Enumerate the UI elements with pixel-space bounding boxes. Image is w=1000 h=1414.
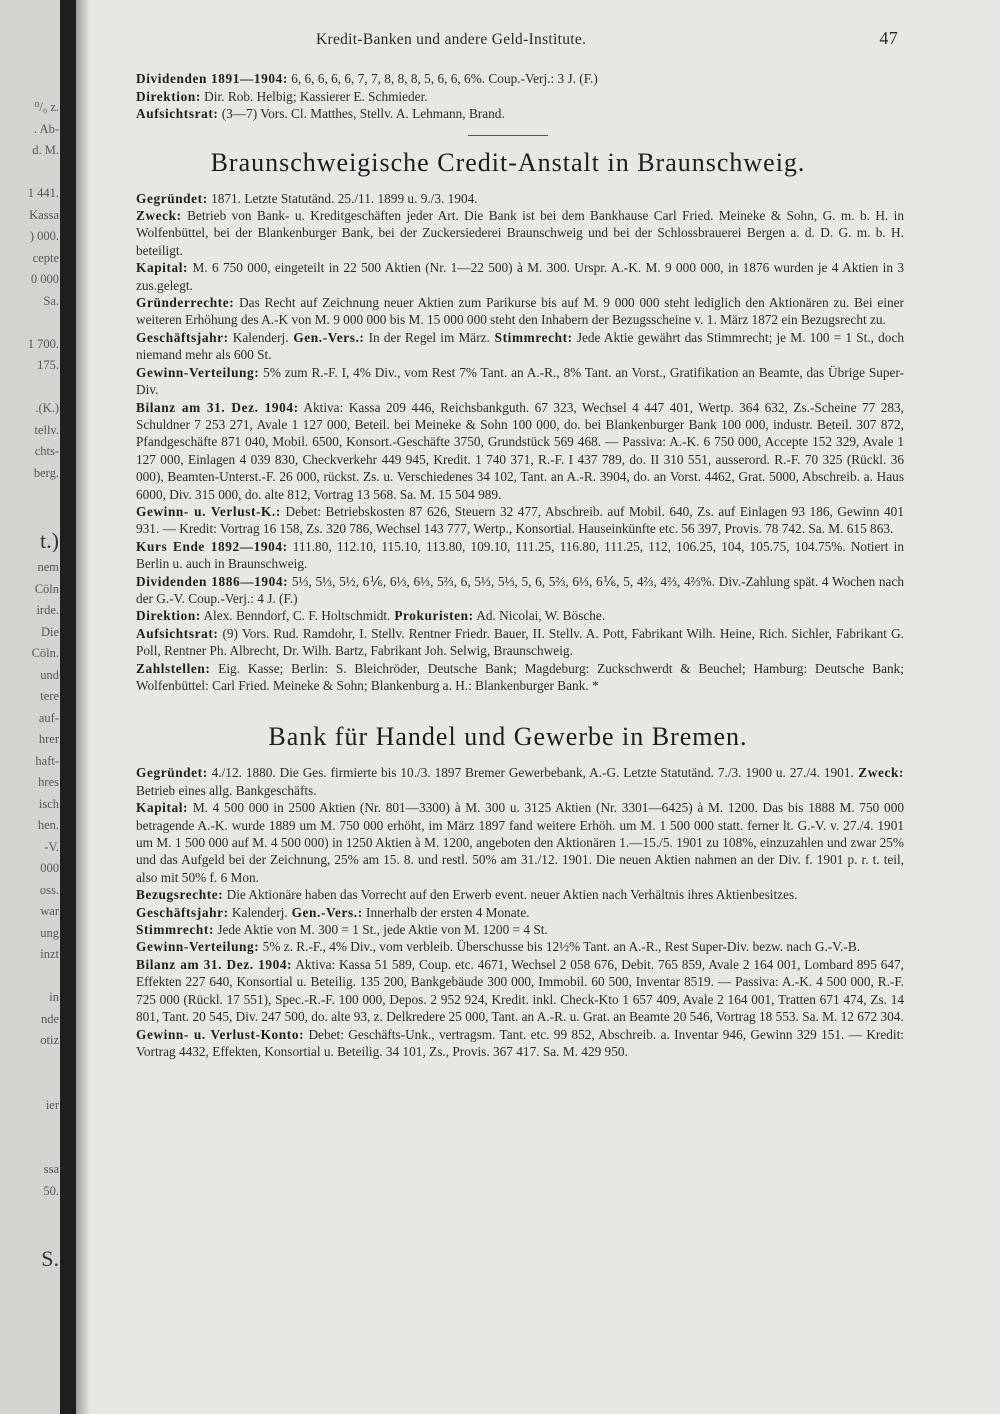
entry-label: Geschäftsjahr: [136, 904, 229, 920]
entry-paragraph [136, 764, 904, 799]
entry-text: (9) Vors. Rud. Ramdohr, I. Stellv. Rentner Friedr. Bauer, II. Stellv. A. Pott, Fabrikant Wilh. Heine, Rich. Sichler, Fabrikant G. Poll, Rentner Ph. Albrecht, Dr. Wilh. Bartz, Fabrikant Joh. Selwig, Braunschweig. [136, 625, 904, 659]
entry-text: Aktiva: Kassa 209 446, Reichsbankguth. 67 323, Wechsel 4 447 401, Wertp. 364 632, Zs.-Scheine 77 283, Schuldner 7 253 271, Avale 1 127 000, Beteil. bei Meineke & Sohn 100 000, do. bei Blankenburger Bank 100 000, industr. Beteil. 307 872, Pfandgeschäfte 871 040, Mobil. 6500, Konsort.-Geschäfte 3750, Grundstück 569 468. — Passiva: A.-K. 6 750 000, Accepte 152 329, Avale 1 127 000, Einlagen 4 039 830, Checkverkehr 449 945, Kredit. 1 740 371, R.-F. I 437 789, do. II 310 551, ausserord. R.-F. 70 325 (Rückl. 36 000), Beamten-Unterst.-F. 26 000, rückst. Zs. u. Verschiedenes 34 102, Tant. an A.-R. 3904, do. an Vorst. 4462, Grat. 5000, Abschreib. a. Haus 6000, Div. 315 000, do. alte 812, Vortrag 13 568. Sa. M. 15 504 989. [136, 399, 905, 502]
margin-fragment: und [40, 667, 59, 682]
entry-text: Das Recht auf Zeichnung neuer Aktien zum Parikurse bis auf M. 9 000 000 steht lediglich den Aktionären zu. Bei einer weiteren Erhöhung des A.-K von M. 9 000 000 bis M. 15 000 000 steht den Inhabern der Bezugsscheine v. 1. März 1872 ein Bezugsrecht zu. [136, 295, 904, 328]
entry-label: Direktion: [136, 88, 201, 104]
margin-fragment: auf- [38, 710, 59, 725]
entry-label: Zweck: [136, 208, 182, 224]
entry-text: Aktiva: Kassa 51 589, Coup. etc. 4671, Wechsel 2 058 676, Debit. 765 859, Avale 2 164 001, Lombard 895 647, Effekten 227 640, Konsortial u. Beteilig. 135 200, Bankgebäude 300 000, Immobil. 60 500, Inventar 8519. — Passiva: A.-K. 4 500 000, R.-F. 725 000 (Rückl. 17 551), Spec.-R.-F. 100 000, Depos. 2 952 924, Kredit. inkl. Check-Kto 1 657 409, Avale 2 164 001, Tratten 671 474, Zs. 14 801, Tant. 20 545, Div. 247 500, do. alte 93, z. Delkredere 25 000, Tant. an A.-R. u. Grat. an Beamte 20 546, Vortrag 18 553. Sa. M. 12 672 304. [136, 956, 904, 1025]
margin-fragment: Cöln. [31, 646, 59, 660]
margin-fragment: S. [41, 1248, 59, 1270]
margin-fragment: ) 000. [29, 229, 59, 243]
entry-text: Alex. Benndorf, C. F. Holtschmidt. [200, 608, 391, 624]
entry-label: Dividenden 1891—1904: [136, 71, 288, 87]
page-gutter [60, 0, 76, 1414]
entry-paragraph [136, 799, 904, 886]
entry-text: Betrieb von Bank- u. Kreditgeschäften jeder Art. Die Bank ist bei dem Bankhause Carl Fried. Meineke & Sohn, G. m. b. H. in Wolfenbüttel, bei der Blankenburger Bank, bei der Zuckersiederei Braunschweig und bei der Schlossbrauerei Bergen a. d. D. G. m. b. H. beteiligt. [136, 208, 904, 258]
entry-label: Gründerrechte: [136, 295, 235, 311]
margin-fragment: irde. [36, 603, 59, 617]
entry-paragraph [136, 105, 904, 122]
entry-label: Gewinn-Verteilung: [136, 364, 260, 380]
entry-text: Jede Aktie von M. 300 = 1 St., jede Aktie von M. 1200 = 4 St. [214, 922, 548, 938]
margin-fragment: 1 441. [27, 186, 59, 200]
entry-label: Stimmrecht: [136, 922, 214, 938]
margin-fragment: oss. [39, 882, 59, 897]
margin-fragment: 000 [40, 861, 59, 875]
entry-label: Bilanz am 31. Dez. 1904: [136, 399, 299, 415]
entry-label: Aufsichtsrat: [136, 106, 219, 122]
margin-fragment: 0 000 [30, 272, 59, 286]
margin-fragment: in [49, 990, 59, 1004]
margin-fragment: haft- [35, 753, 59, 768]
entry-label: Bezugsrechte: [136, 887, 224, 903]
margin-fragment: otiz [40, 1033, 59, 1047]
margin-fragment: ung [40, 925, 59, 940]
entry-label: Gen.-Vers.: [287, 904, 363, 920]
entry-paragraph [136, 207, 904, 259]
entry-text: 6, 6, 6, 6, 6, 7, 7, 8, 8, 8, 5, 6, 6, 6%. Coup.-Verj.: 3 J. (F.) [287, 71, 598, 87]
entry-text: 1871. Letzte Statutänd. 25./11. 1899 u. 9./3. 1904. [207, 190, 478, 206]
margin-fragment: hen. [37, 818, 59, 832]
entry-paragraph [136, 886, 904, 903]
entry-text: 4./12. 1880. Die Ges. firmierte bis 10./3. 1897 Bremer Gewerbebank, A.-G. Letzte Statutänd. 7./3. 1900 u. 27./4. 1901. [207, 765, 854, 781]
margin-fragment: Sa. [43, 293, 59, 308]
margin-fragment: cepte [32, 250, 59, 265]
entry-paragraph [136, 329, 904, 364]
entry-label: Dividenden 1886—1904: [136, 573, 289, 589]
entry-text: 111.80, 112.10, 115.10, 113.80, 109.10, 111.25, 116.80, 111.25, 112, 106.25, 104, 105.75, 104.75%. Notiert in Berlin u. auch in Braunschweig. [136, 538, 904, 572]
margin-fragment: war [40, 904, 59, 918]
entry-text: Jede Aktie gewährt das Stimmrecht; je M. 100 = 1 St., doch niemand mehr als 600 St. [136, 329, 904, 363]
entry-label: Direktion: [136, 608, 201, 624]
margin-fragment: nde [40, 1011, 59, 1026]
entry-paragraph [136, 956, 904, 1026]
margin-fragment: berg. [33, 465, 59, 480]
entry-text: 5⅓, 5⅓, 5½, 6⅙, 6⅓, 6⅓, 5⅔, 6, 5⅓, 5⅓, 5, 6, 5⅔, 6⅓, 6⅙, 5, 4⅔, 4⅔, 4⅔%. Div.-Zahlung spät. 4 Wochen nach der G.-V. Coup.-Verj.: 4 J. (F.) [136, 573, 904, 606]
entry-paragraph [136, 88, 904, 105]
entry-label: Gewinn-Verteilung: [136, 939, 260, 955]
entry-text: M. 6 750 000, eingeteilt in 22 500 Aktien (Nr. 1—22 500) à M. 300. Urspr. A.-K. M. 9 000 000, in 1876 wurden je 4 Aktien in 3 zus.gelegt. [136, 260, 904, 293]
entry-text: Kalenderj. [228, 329, 289, 345]
entry-label: Bilanz am 31. Dez. 1904: [136, 956, 293, 972]
entry-text: Innerhalb der ersten 4 Monate. [362, 904, 530, 920]
entry-text: Kalenderj. [228, 904, 288, 920]
margin-fragment: d. M. [32, 143, 59, 157]
margin-fragment: isch [38, 796, 59, 811]
entry-paragraph [136, 1026, 904, 1061]
page-body [112, 30, 904, 1060]
margin-fragment: t.) [40, 530, 59, 552]
page-number: 47 [879, 28, 898, 48]
entry-label: Aufsichtsrat: [136, 625, 219, 641]
margin-fragment: nem [37, 560, 59, 574]
margin-fragment: . Ab- [34, 121, 59, 136]
section-body-bremen [112, 764, 904, 1060]
margin-fragment: -V. [44, 839, 59, 854]
entry-label: Zweck: [853, 765, 904, 781]
previous-entry-tail [112, 70, 904, 122]
entry-label: Gegründet: [136, 765, 208, 781]
entry-text: Debet: Geschäfts-Unk., vertragsm. Tant. etc. 99 852, Abschreib. a. Inventar 946, Gewinn 329 151. — Kredit: Vortrag 4432, Effekten, Konsortial u. Beteilig. 34 101, Zs., Provis. 367 417. Sa. M. 429 950. [136, 1026, 904, 1059]
entry-label: Geschäftsjahr: [136, 329, 229, 345]
entry-text: M. 4 500 000 in 2500 Aktien (Nr. 801—3300) à M. 300 u. 3125 Aktien (Nr. 3301—6425) à M. 1200. Das bis 1888 M. 750 000 betragende A.-K. wurde 1889 um M. 750 000 erhöht, im März 1897 fand weitere Erhöh. um M. 1 500 000 statt. ferner lt. G.-V. v. 27./4. 1901 um M. 1 500 000 auf M. 4 500 000) in 1250 Aktien à M. 1200, angeboten den Aktionären 1.—15./5. 1901 zu 108%, einzuzahlen und zwar 25% und das Aufgeld bei der Zeichnung, 25% am 15. 8. und restl. 50% am 31./12. 1901. Die neuen Aktien nahmen an der Div. f. 1901 p. r. t. teil, also mit 50% f. 6 Mon. [136, 800, 904, 885]
entry-text: Dir. Rob. Helbig; Kassierer E. Schmieder. [200, 88, 428, 104]
entry-paragraph [136, 190, 904, 207]
gutter-shadow [76, 0, 90, 1414]
entry-text: Ad. Nicolai, W. Bösche. [473, 608, 606, 624]
margin-fragment: chts- [34, 444, 59, 458]
margin-fragment: tellv. [34, 422, 59, 437]
entry-label: Gewinn- u. Verlust-Konto: [136, 1026, 305, 1042]
section-body-braunschweig [112, 190, 904, 695]
margin-fragment: .(K.) [35, 401, 59, 415]
margin-fragment: Die [40, 624, 59, 639]
margin-fragment: hrer [38, 732, 59, 746]
margin-fragment: Cöln [34, 581, 59, 596]
entry-paragraph [136, 573, 904, 608]
section-divider [468, 135, 548, 136]
entry-text: In der Regel im März. [364, 329, 490, 345]
margin-fragment: inzt [40, 947, 59, 961]
margin-fragment: 175. [37, 358, 59, 372]
entry-text: 5% zum R.-F. I, 4% Div., vom Rest 7% Tant. an A.-R., 8% Tant. an Vorst., Gratifikation an Beamte, das Übrige Super-Div. [136, 364, 904, 398]
entry-paragraph [136, 364, 904, 399]
margin-fragment: 50. [43, 1183, 59, 1198]
entry-label: Kurs Ende 1892—1904: [136, 538, 288, 554]
margin-fragment: ⁰/₀ z. [34, 100, 59, 114]
entry-paragraph [136, 294, 904, 329]
margin-fragment: 1 700. [27, 336, 59, 351]
entry-text: Die Aktionäre haben das Vorrecht auf den Erwerb event. neuer Aktien nach Verhältnis ihres Aktienbesitzes. [223, 887, 798, 903]
margin-fragment: ssa [43, 1162, 59, 1176]
entry-label: Gen.-Vers.: [288, 329, 365, 345]
entry-text: Betrieb eines allg. Bankgeschäfts. [136, 782, 317, 798]
entry-label: Gegründet: [136, 190, 208, 206]
entry-label: Stimmrecht: [489, 329, 573, 345]
entry-label: Gewinn- u. Verlust-K.: [136, 503, 281, 519]
entry-paragraph [136, 921, 904, 938]
entry-paragraph [136, 660, 904, 695]
margin-fragment: Kassa [29, 207, 59, 222]
entry-text: 5% z. R.-F., 4% Div., vom verbleib. Überschusse bis 12½% Tant. an A.-R., Rest Super-Div. bezw. nach G.-V.-B. [259, 939, 861, 955]
entry-label: Kapital: [136, 800, 189, 816]
entry-text: (3—7) Vors. Cl. Matthes, Stellv. A. Lehmann, Brand. [218, 106, 505, 122]
running-head-title: Kredit-Banken und andere Geld-Institute. [316, 31, 587, 48]
running-head [112, 30, 904, 48]
section-heading-braunschweig: Braunschweigische Credit-Anstalt in Braunschweig. [210, 147, 806, 177]
entry-paragraph [136, 938, 904, 955]
margin-fragment: tere [40, 689, 59, 703]
entry-text: Eig. Kasse; Berlin: S. Bleichröder, Deutsche Bank; Magdeburg: Zuckschwerdt & Beuchel; Hamburg: Deutsche Bank; Wolfenbüttel: Carl Fried. Meineke & Sohn; Blankenburg a. H.: Blankenburger Bank. * [136, 660, 904, 693]
entry-paragraph [136, 904, 904, 921]
entry-paragraph [136, 625, 904, 660]
entry-text: Debet: Betriebskosten 87 626, Steuern 32 477, Abschreib. auf Mobil. 640, Zs. auf Einlagen 93 186, Gewinn 401 931. — Kredit: Vortrag 16 158, Zs. 320 786, Wechsel 143 777, Wertp., Konsortial. Hauseinkünfte etc. 56 397, Provis. 78 742. Sa. M. 615 863. [136, 503, 904, 537]
entry-paragraph [136, 399, 904, 503]
entry-label: Kapital: [136, 260, 189, 276]
entry-paragraph [136, 259, 904, 294]
margin-fragment: hres [38, 775, 59, 789]
section-heading-bremen: Bank für Handel und Gewerbe in Bremen. [268, 722, 748, 752]
entry-paragraph [136, 538, 904, 573]
entry-paragraph [136, 70, 904, 87]
entry-label: Zahlstellen: [136, 660, 211, 676]
entry-label: Prokuristen: [390, 608, 474, 624]
entry-paragraph [136, 607, 904, 624]
entry-paragraph [136, 503, 904, 538]
margin-fragment: ier [45, 1097, 59, 1112]
